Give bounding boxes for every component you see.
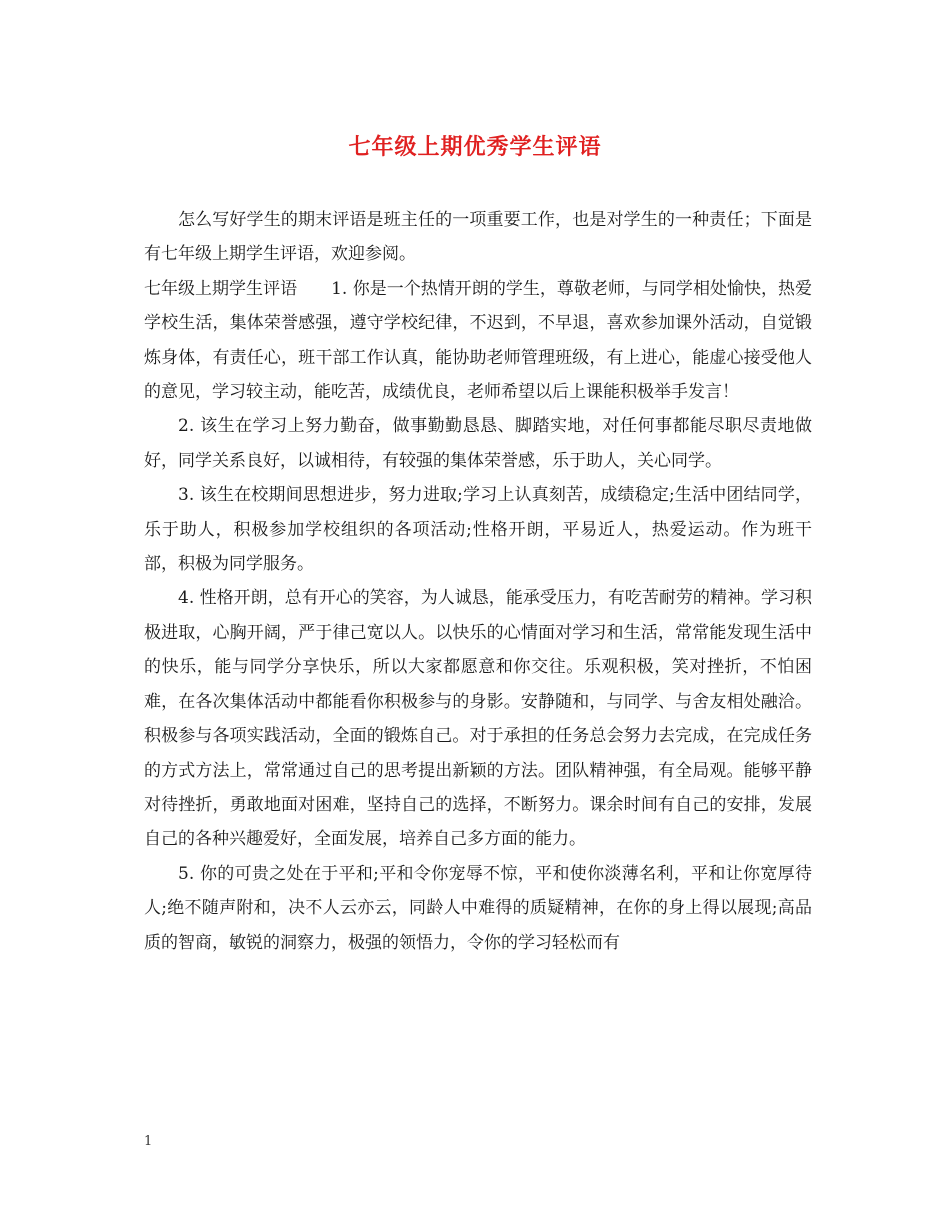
comment-paragraph-3: 3. 该生在校期间思想进步，努力进取;学习上认真刻苦，成绩稳定;生活中团结同学，乐于助人，积极参加学校组织的各项活动;性格开朗，平易近人，热爱运动。作为班干部，积极为同学服务。 [144,485,812,575]
document-title: 七年级上期优秀学生评语 [348,134,602,160]
document-body [144,203,812,960]
comment-paragraph-2: 2. 该生在学习上努力勤奋，做事勤勤恳恳、脚踏实地，对任何事都能尽职尽责地做好，同学关系良好，以诚相待，有较强的集体荣誉感，乐于助人，关心同学。 [144,416,812,471]
comment-paragraph-5: 5. 你的可贵之处在于平和;平和令你宠辱不惊，平和使你淡薄名利，平和让你宽厚待人;绝不随声附和，决不人云亦云，同龄人中难得的质疑精神，在你的身上得以展现;高品质的智商，敏锐的洞察力，极强的领悟力，令你的学习轻松而有 [144,863,812,953]
page-number: 1 [144,1134,153,1149]
comment-paragraph-1: 七年级上期学生评语 1. 你是一个热情开朗的学生，尊敬老师，与同学相处愉快，热爱学校生活，集体荣誉感强，遵守学校纪律，不迟到，不早退，喜欢参加课外活动，自觉锻炼身体，有责任心，班干部工作认真，能协助老师管理班级，有上进心，能虚心接受他人的意见，学习较主动，能吃苦，成绩优良，老师希望以后上课能积极举手发言！ [144,278,812,403]
intro-paragraph: 怎么写好学生的期末评语是班主任的一项重要工作，也是对学生的一种责任；下面是有七年级上期学生评语，欢迎参阅。 [144,210,812,265]
comment-paragraph-4: 4. 性格开朗，总有开心的笑容，为人诚恳，能承受压力，有吃苦耐劳的精神。学习积极进取，心胸开阔，严于律己宽以人。以快乐的心情面对学习和生活，常常能发现生活中的快乐，能与同学分享快乐，所以大家都愿意和你交往。乐观积极，笑对挫折，不怕困难，在各次集体活动中都能看你积极参与的身影。安静随和，与同学、与舍友相处融洽。积极参与各项实践活动，全面的锻炼自己。对于承担的任务总会努力去完成，在完成任务的方式方法上，常常通过自己的思考提出新颖的方法。团队精神强，有全局观。能够平静对待挫折，勇敢地面对困难，坚持自己的选择，不断努力。课余时间有自己的安排，发展自己的各种兴趣爱好，全面发展，培养自己多方面的能力。 [144,588,812,850]
